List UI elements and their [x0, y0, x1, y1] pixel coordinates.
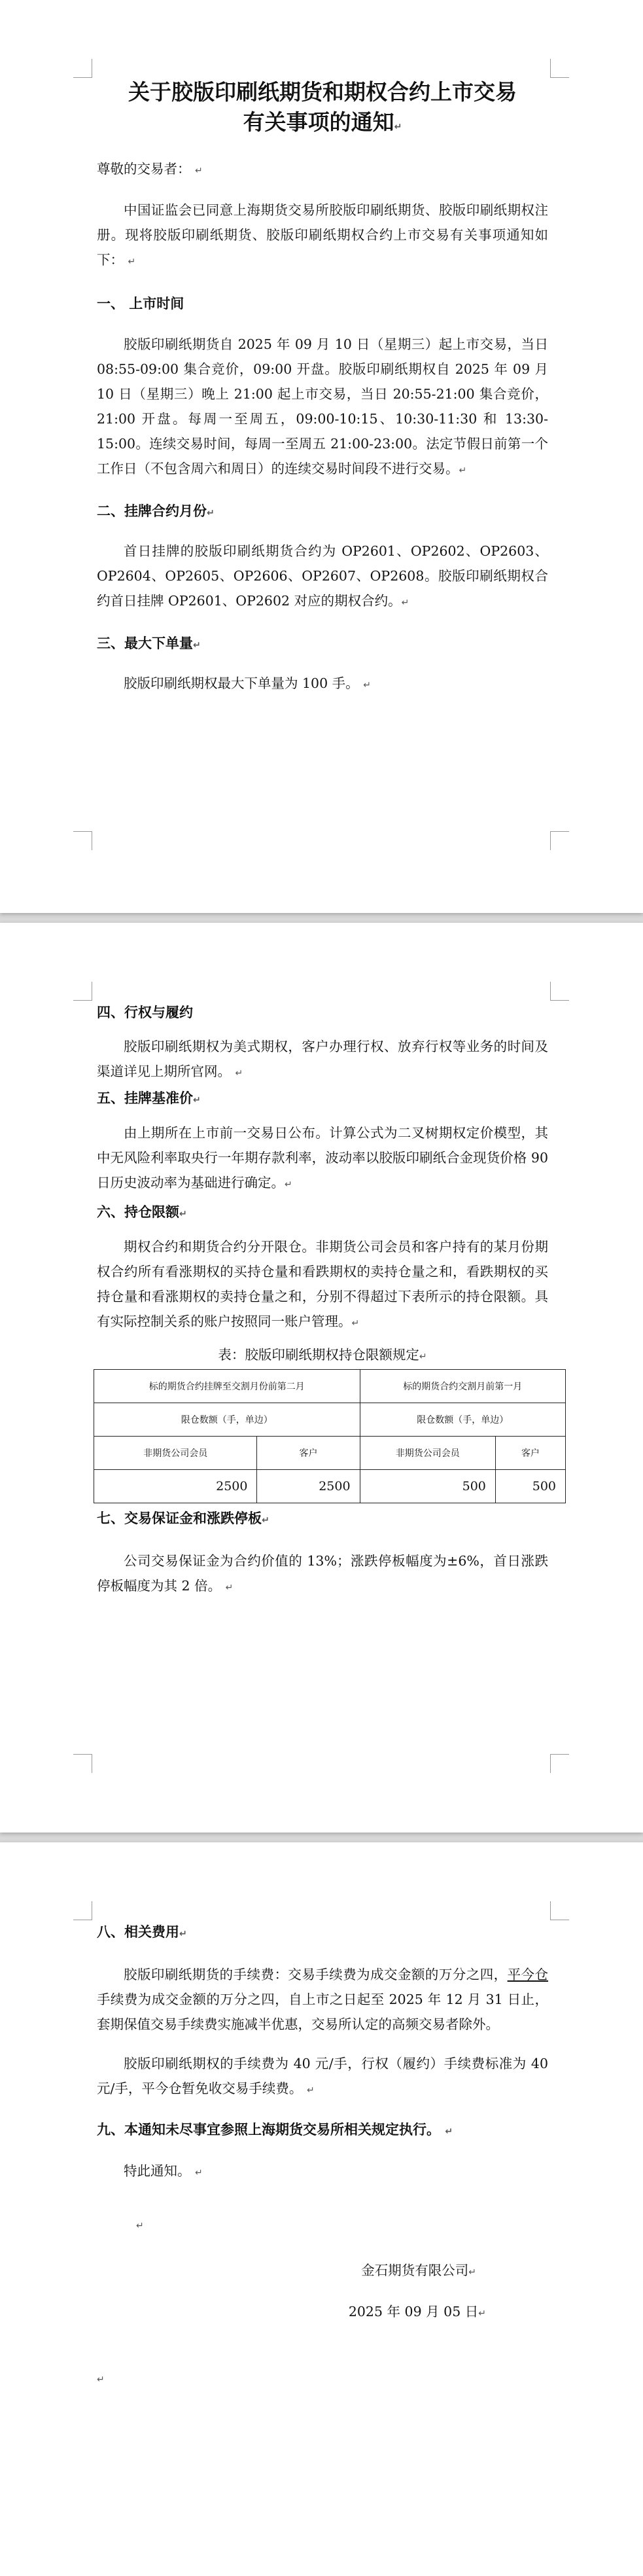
- crop-mark: [550, 982, 569, 1001]
- section-heading-8: 八、相关费用↵: [97, 1924, 187, 1940]
- empty-paragraph: ↵: [97, 2374, 105, 2385]
- signature-organization: 金石期货有限公司↵: [361, 2263, 476, 2278]
- section-heading-6: 六、持仓限额↵: [97, 1204, 187, 1220]
- section-body-3: 胶版印刷纸期权最大下单量为 100 手。 ↵: [124, 675, 371, 691]
- section-body-6: 期权合约和期货合约分开限仓。非期货公司会员和客户持有的某月份期权合约所有看涨期权的买持仓量和看跌期权的卖持仓量之和，看跌期权的买持仓量和看涨期权的卖持仓量之和，分别不得超过下表所示的持仓限额。具有实际控制关系的账户按照同一账户管理。↵: [97, 1239, 548, 1329]
- section-heading-4: 四、行权与履约: [97, 1005, 193, 1020]
- table-header-member: 非期货公司会员: [360, 1437, 495, 1470]
- section-body-4: 胶版印刷纸期权为美式期权，客户办理行权、放弃行权等业务的时间及渠道详见上期所官网。 ↵: [97, 1039, 548, 1079]
- position-limit-table: [94, 1369, 566, 1503]
- table-header-client: 客户: [495, 1437, 565, 1470]
- crop-mark: [73, 59, 92, 78]
- underlined-term: 平今仓: [507, 1967, 549, 1982]
- section-body-1: 胶版印刷纸期货自 2025 年 09 月 10 日（星期三）起上市交易，当日 08:55-09:00 集合竞价，09:00 开盘。胶版印刷纸期权自 2025 年 09 月 10 日（星期三）晚上 21:00 起上市交易，当日 20:55-21:00 集合竞价，21:00 开盘。每周一至周五，09:00-10:15、10:30-11:30 和 13:30-15:00。连续交易时间，每周一至周五 21:00-23:00。法定节假日前第一个工作日（不包含周六和周日）的连续交易时间段不进行交易。↵: [97, 336, 548, 476]
- table-cell-value: 2500: [257, 1470, 360, 1503]
- table-header-client: 客户: [257, 1437, 360, 1470]
- table-group-header: 标的期货合约交割月前第一月: [360, 1370, 565, 1403]
- crop-mark: [550, 1754, 569, 1773]
- crop-mark: [73, 982, 92, 1001]
- intro-paragraph: 中国证监会已同意上海期货交易所胶版印刷纸期货、胶版印刷纸期权注册。现将胶版印刷纸期货、胶版印刷纸期权合约上市交易有关事项通知如下： ↵: [97, 202, 548, 268]
- table-limit-label: 限仓数额（手，单边）: [94, 1403, 360, 1437]
- crop-mark: [73, 831, 92, 850]
- crop-mark: [73, 1754, 92, 1773]
- table-group-header: 标的期货合约挂牌至交割月份前第二月: [94, 1370, 360, 1403]
- document-page-3: [0, 1842, 643, 2576]
- table-cell-value: 2500: [94, 1470, 257, 1503]
- section-body-2: 首日挂牌的胶版印刷纸期货合约为 OP2601、OP2602、OP2603、OP2604、OP2605、OP2606、OP2607、OP2608。胶版印刷纸期权合约首日挂牌 OP2601、OP2602 对应的期权合约。↵: [97, 543, 548, 609]
- empty-paragraph: ↵: [136, 2221, 144, 2231]
- signature-date: 2025 年 09 月 05 日↵: [348, 2304, 486, 2319]
- table-limit-label: 限仓数额（手，单边）: [360, 1403, 565, 1437]
- table-cell-value: 500: [495, 1470, 565, 1503]
- section-body-8b: 胶版印刷纸期权的手续费为 40 元/手，行权（履约）手续费标准为 40 元/手，平今仓暂免收交易手续费。 ↵: [97, 2056, 548, 2096]
- section-body-5: 由上期所在上市前一交易日公布。计算公式为二叉树期权定价模型，其中无风险利率取央行一年期存款利率，波动率以胶版印刷纸合金现货价格 90 日历史波动率为基础进行确定。↵: [97, 1125, 548, 1190]
- table-header-member: 非期货公司会员: [94, 1437, 257, 1470]
- section-heading-7: 七、交易保证金和涨跌停板↵: [97, 1511, 269, 1526]
- section-heading-2: 二、挂牌合约月份↵: [97, 503, 215, 519]
- section-heading-5: 五、挂牌基准价↵: [97, 1090, 201, 1106]
- document-page-2: [0, 923, 643, 1833]
- table-caption: 表：胶版印刷纸期权持仓限额规定↵: [218, 1347, 427, 1363]
- closing-text: 特此通知。 ↵: [124, 2163, 203, 2179]
- crop-mark: [550, 1901, 569, 1920]
- section-body-8a: 胶版印刷纸期货的手续费：交易手续费为成交金额的万分之四，平今仓手续费为成交金额的万分之四，自上市之日起至 2025 年 12 月 31 日止，套期保值交易手续费实施减半优惠，交易所认定的高频交易者除外。: [97, 1967, 549, 2032]
- section-body-7: 公司交易保证金为合约价值的 13%；涨跌停板幅度为±6%，首日涨跌停板幅度为其 2 倍。 ↵: [97, 1553, 548, 1594]
- table-cell-value: 500: [360, 1470, 495, 1503]
- section-heading-1: 一、 上市时间: [97, 296, 184, 312]
- crop-mark: [550, 831, 569, 850]
- crop-mark: [73, 1901, 92, 1920]
- document-title: 关于胶版印刷纸期货和期权合约上市交易 有关事项的通知↵: [128, 79, 517, 135]
- greeting: 尊敬的交易者： ↵: [97, 161, 203, 177]
- document-page-1: [0, 0, 643, 913]
- section-heading-3: 三、最大下单量↵: [97, 635, 201, 651]
- section-heading-9: 九、本通知未尽事宜参照上海期货交易所相关规定执行。 ↵: [97, 2122, 453, 2138]
- crop-mark: [550, 59, 569, 78]
